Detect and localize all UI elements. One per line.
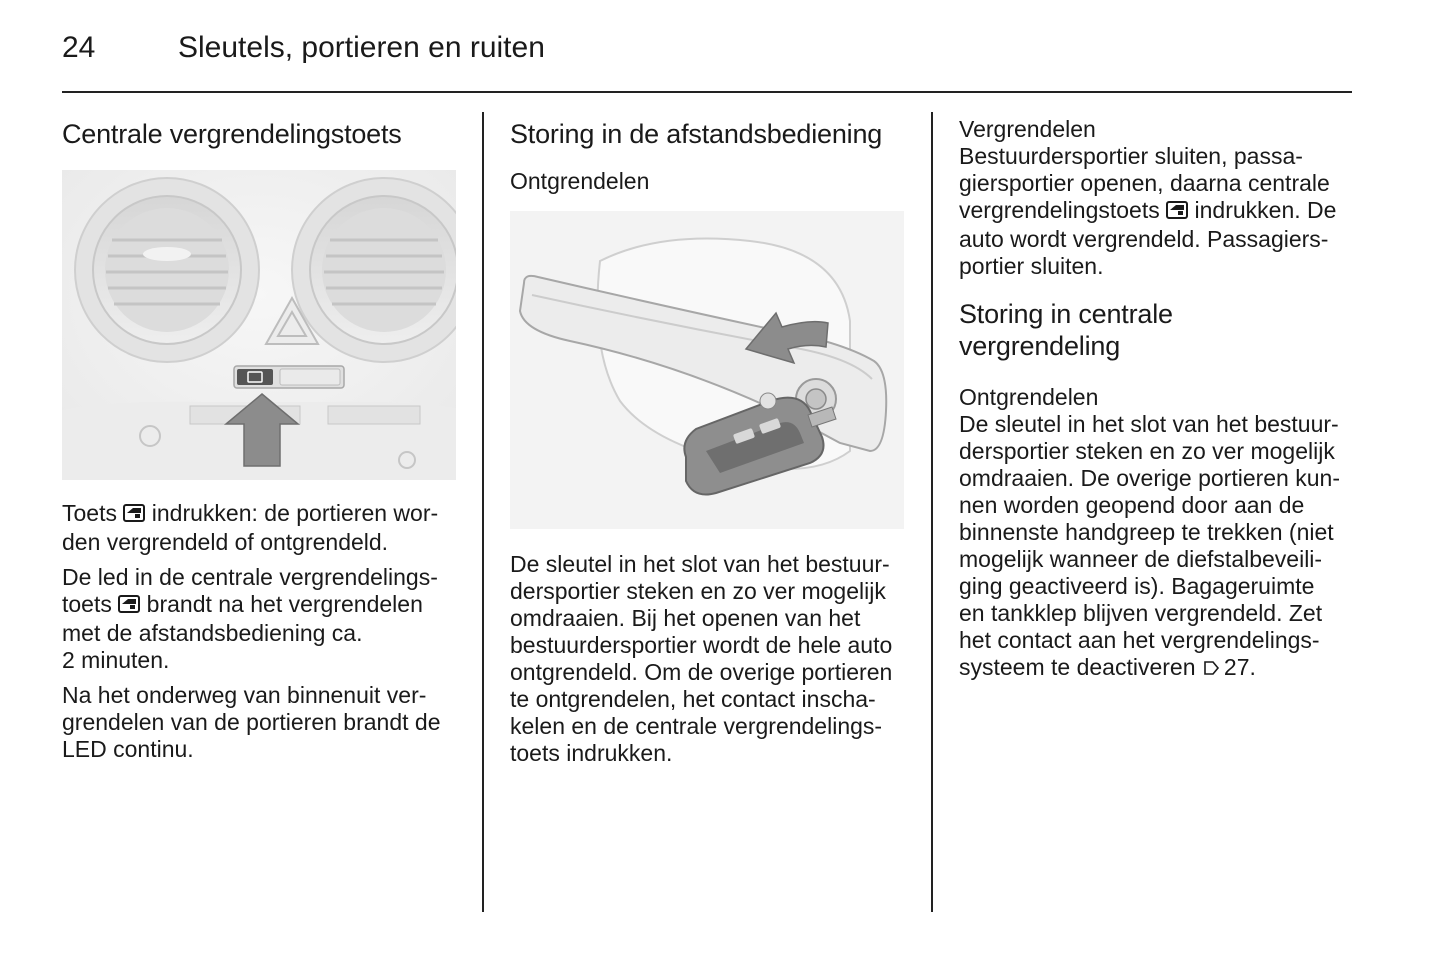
column-1	[62, 112, 460, 763]
paragraph-central-lock-failure: De sleutel in het slot van het bestuur- dersportier steken en zo ver mogelijk omdraaien. De overige portieren kun- nen worden geopend door aan de binnenste handgreep te trekken (niet mogelijk wanneer de diefstalbeveili- ging geactiveerd is). Bagageruimte en tankklep blijven vergrendeld. Zet het contact aan het vergrendelings- systeem te deactiveren 27.	[959, 411, 1354, 683]
paragraph-remote-failure: De sleutel in het slot van het bestuur- dersportier steken en zo ver mogelijk omdraaien. Bij het openen van het bestuurdersportier wordt de hele auto ontgrendeld. Om de overige portieren te ontgrendelen, het contact inscha- kelen en de centrale vergrendelings- toets indrukken.	[510, 551, 893, 766]
column-divider-2	[931, 112, 933, 912]
subheading-unlock-2: Ontgrendelen	[959, 384, 1099, 410]
page-reference-arrow-icon	[1202, 656, 1220, 683]
central-lock-button-icon	[118, 593, 140, 620]
page-header	[62, 28, 1352, 68]
page-reference-link[interactable]: 27.	[1223, 654, 1256, 680]
subheading-unlock: Ontgrendelen	[510, 168, 650, 194]
chapter-title: Sleutels, portieren en ruiten	[178, 31, 545, 64]
paragraph-led-info: De led in de centrale vergrendelings- toets brandt na het vergrendelen met de afstandsbediening ca. 2 minuten.	[62, 564, 438, 673]
section-heading-central-lock-failure: Storing in centrale vergrendeling	[959, 299, 1173, 361]
key-in-door-lock-illustration	[510, 211, 904, 529]
subheading-lock: Vergrendelen	[959, 116, 1096, 142]
column-3	[959, 112, 1354, 683]
paragraph-press-button: Toets indrukken: de portieren wor- den vergrendeld of ontgrendeld.	[62, 500, 439, 555]
paragraph-lock: Bestuurdersportier sluiten, passa- giersportier openen, daarna centrale vergrendelingstoets indrukken. De auto wordt vergrendeld. Passagiers- portier sluiten.	[959, 143, 1337, 279]
column-2	[510, 112, 908, 767]
paragraph-led-continuous: Na het onderweg van binnenuit ver- grendelen van de portieren brandt de LED continu.	[62, 682, 441, 762]
section-heading-remote-failure: Storing in de afstandsbediening	[510, 119, 883, 149]
central-lock-button-icon	[123, 502, 145, 529]
column-divider-1	[482, 112, 484, 912]
dashboard-central-lock-button-illustration	[62, 170, 456, 480]
page-number: 24	[62, 31, 96, 64]
section-heading-central-lock: Centrale vergrendelingstoets	[62, 119, 402, 149]
central-lock-button-icon	[1166, 199, 1188, 226]
header-divider	[62, 91, 1352, 93]
